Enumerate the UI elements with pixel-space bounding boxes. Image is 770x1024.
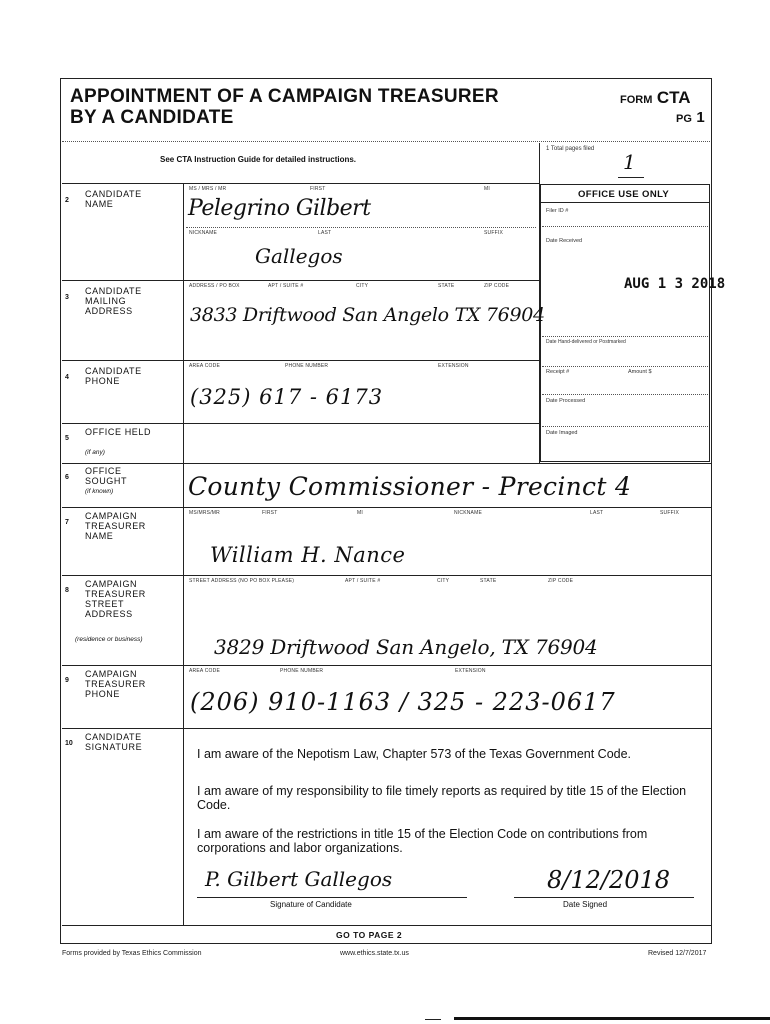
s8-city-field-label: CITY bbox=[437, 578, 450, 584]
section-10-label: CANDIDATE SIGNATURE bbox=[85, 732, 143, 752]
date-signed-value[interactable]: 8/12/2018 bbox=[547, 866, 671, 894]
office-use-title: OFFICE USE ONLY bbox=[578, 189, 670, 200]
date-hand-delivered-label: Date Hand-delivered or Postmarked bbox=[546, 339, 626, 345]
s2-last-field-label: LAST bbox=[318, 230, 332, 236]
s3-state-field-label: STATE bbox=[438, 283, 455, 289]
treasurer-phone-value[interactable]: (206) 910-1163 / 325 - 223-0617 bbox=[190, 688, 616, 716]
scan-artifact-left bbox=[425, 1019, 441, 1020]
instructions-text: See CTA Instruction Guide for detailed instructions. bbox=[160, 155, 357, 164]
section-7-label: CAMPAIGN TREASURER NAME bbox=[85, 511, 146, 541]
s3-zip-field-label: ZIP CODE bbox=[484, 283, 510, 289]
date-processed-label: Date Processed bbox=[546, 398, 586, 404]
date-signed-label: Date Signed bbox=[563, 900, 608, 909]
s7-title-field-label: MS/MRS/MR bbox=[189, 510, 220, 516]
restrictions-statement: I am aware of the restrictions in title 15 of the Election Code on contributions from corporations and labor organizations. bbox=[197, 827, 648, 855]
form-code-block bbox=[620, 88, 691, 108]
form-code: CTA bbox=[656, 88, 691, 107]
goto-page-2: GO TO PAGE 2 bbox=[336, 930, 403, 940]
page-indicator bbox=[676, 109, 705, 127]
s7-suffix-field-label: SUFFIX bbox=[660, 510, 679, 516]
section-6-label: OFFICE SOUGHT bbox=[85, 466, 128, 486]
section-10-label-cell: 10 CANDIDATE SIGNATURE bbox=[65, 732, 180, 750]
form-title-line1: APPOINTMENT OF A CAMPAIGN TREASURER bbox=[70, 86, 499, 107]
section-2-label-cell: 2 CANDIDATE NAME bbox=[65, 189, 180, 207]
footer-provider: Forms provided by Texas Ethics Commission bbox=[62, 950, 202, 957]
s8-address-field-label: STREET ADDRESS (NO PO BOX PLEASE) bbox=[189, 578, 295, 584]
section-3-label: CANDIDATE MAILING ADDRESS bbox=[85, 286, 142, 316]
nepotism-statement: I am aware of the Nepotism Law, Chapter 573 of the Texas Government Code. bbox=[197, 747, 632, 761]
s2-nickname-field-label: NICKNAME bbox=[189, 230, 217, 236]
s2-first-field-label: FIRST bbox=[310, 186, 326, 192]
section-3-label-cell: 3 CANDIDATE MAILING ADDRESS bbox=[65, 286, 180, 304]
total-pages-field-label: 1 Total pages filed bbox=[546, 146, 595, 152]
s2-title-field-label: MS / MRS / MR bbox=[189, 186, 227, 192]
form-title-line2: BY A CANDIDATE bbox=[70, 107, 234, 128]
form-label: FORM bbox=[620, 94, 653, 106]
s7-last-field-label: LAST bbox=[590, 510, 604, 516]
s4-area-code-field-label: AREA CODE bbox=[189, 363, 220, 369]
s7-mi-field-label: MI bbox=[357, 510, 363, 516]
office-sought-value[interactable]: County Commissioner - Precinct 4 bbox=[188, 472, 632, 501]
date-imaged-label: Date Imaged bbox=[546, 430, 578, 436]
section-5-label: OFFICE HELD bbox=[85, 427, 152, 437]
s4-phone-field-label: PHONE NUMBER bbox=[285, 363, 329, 369]
s3-apt-field-label: APT / SUITE # bbox=[268, 283, 304, 289]
section-5-label-cell: 5 OFFICE HELD (if any) bbox=[65, 427, 180, 445]
treasurer-name-value[interactable]: William H. Nance bbox=[210, 543, 406, 567]
section-8-note: (residence or business) bbox=[75, 636, 143, 643]
scan-artifact-right bbox=[454, 1017, 770, 1020]
section-4-label-cell: 4 CANDIDATE PHONE bbox=[65, 366, 180, 384]
s2-suffix-field-label: SUFFIX bbox=[484, 230, 503, 236]
section-5-note: (if any) bbox=[85, 449, 105, 456]
candidate-last-name-value[interactable]: Gallegos bbox=[255, 244, 343, 268]
s9-extension-field-label: EXTENSION bbox=[455, 668, 486, 674]
footer-revision: Revised 12/7/2017 bbox=[648, 950, 707, 957]
section-6-label-cell: 6 OFFICE SOUGHT (if known) bbox=[65, 466, 180, 484]
amount-label: Amount $ bbox=[628, 369, 652, 375]
footer-website: www.ethics.state.tx.us bbox=[340, 950, 409, 957]
section-9-label: CAMPAIGN TREASURER PHONE bbox=[85, 669, 146, 699]
filer-id-label: Filer ID # bbox=[546, 208, 569, 214]
page-label: PG bbox=[676, 113, 692, 125]
page-number: 1 bbox=[696, 109, 705, 126]
s8-apt-field-label: APT / SUITE # bbox=[345, 578, 381, 584]
candidate-phone-value[interactable]: (325) 617 - 6173 bbox=[190, 385, 384, 409]
section-8-label: CAMPAIGN TREASURER STREET ADDRESS bbox=[85, 579, 146, 619]
candidate-address-value[interactable]: 3833 Driftwood San Angelo TX 76904 bbox=[190, 304, 545, 326]
s9-area-code-field-label: AREA CODE bbox=[189, 668, 220, 674]
received-stamp: AUG 1 3 2018 bbox=[624, 276, 726, 292]
s3-address-field-label: ADDRESS / PO BOX bbox=[189, 283, 240, 289]
s7-first-field-label: FIRST bbox=[262, 510, 278, 516]
section-2-label: CANDIDATE NAME bbox=[85, 189, 142, 209]
date-received-label: Date Received bbox=[546, 238, 583, 244]
treasurer-address-value[interactable]: 3829 Driftwood San Angelo, TX 76904 bbox=[214, 635, 598, 659]
s7-nickname-field-label: NICKNAME bbox=[454, 510, 482, 516]
s4-extension-field-label: EXTENSION bbox=[438, 363, 469, 369]
section-6-note: (if known) bbox=[85, 488, 114, 495]
section-4-label: CANDIDATE PHONE bbox=[85, 366, 142, 386]
responsibility-statement: I am aware of my responsibility to file timely reports as required by title 15 of the Election Code. bbox=[197, 784, 687, 812]
s9-phone-field-label: PHONE NUMBER bbox=[280, 668, 324, 674]
section-9-label-cell: 9 CAMPAIGN TREASURER PHONE bbox=[65, 669, 180, 687]
s8-state-field-label: STATE bbox=[480, 578, 497, 584]
signature-label: Signature of Candidate bbox=[270, 900, 352, 909]
s8-zip-field-label: ZIP CODE bbox=[548, 578, 574, 584]
candidate-first-name-value[interactable]: Pelegrino Gilbert bbox=[188, 196, 371, 221]
section-8-label-cell: 8 CAMPAIGN TREASURER STREET ADDRESS (residence or business) bbox=[65, 579, 180, 597]
s3-city-field-label: CITY bbox=[356, 283, 369, 289]
receipt-label: Receipt # bbox=[546, 369, 570, 375]
candidate-signature[interactable]: P. Gilbert Gallegos bbox=[205, 867, 393, 891]
s2-mi-field-label: MI bbox=[484, 186, 490, 192]
total-pages-value[interactable]: 1 bbox=[623, 150, 636, 174]
section-7-label-cell: 7 CAMPAIGN TREASURER NAME bbox=[65, 511, 180, 529]
